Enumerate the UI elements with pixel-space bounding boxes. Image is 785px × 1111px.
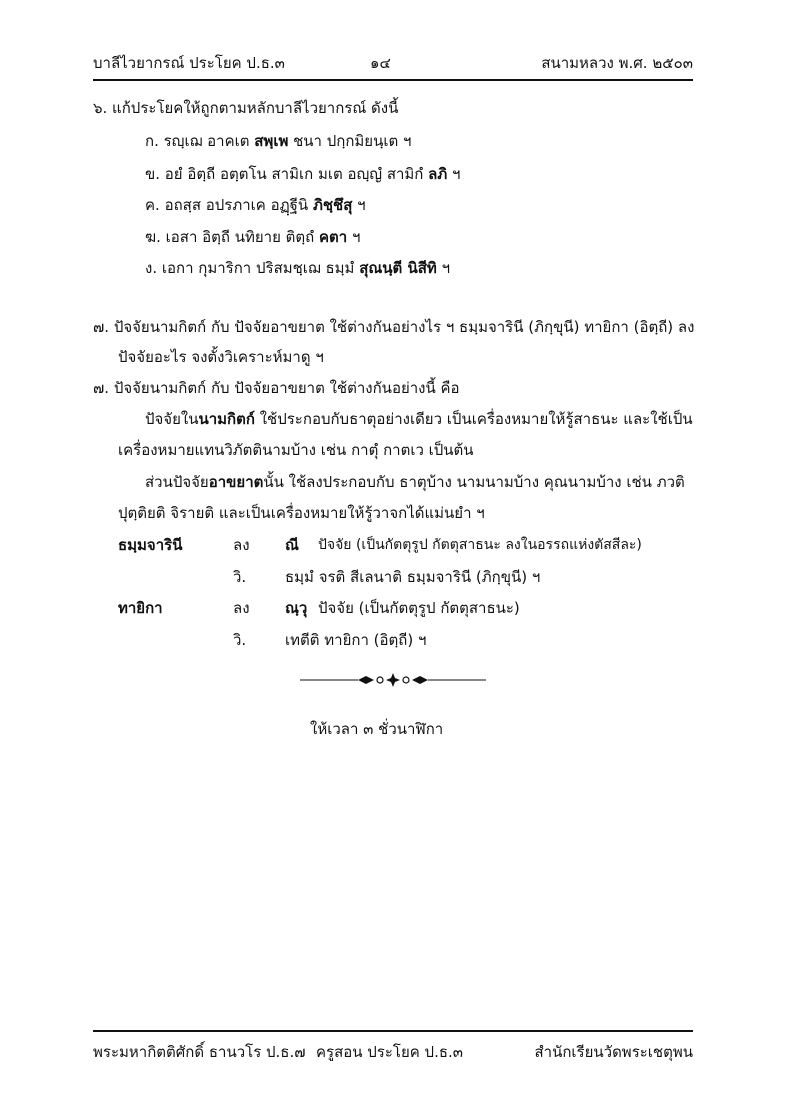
footer-left: พระมหากิตติศักดิ์ ธานวโร ป.ธ.๗ [93, 1043, 306, 1061]
derivation-2-desc: ปัจจัย (เป็นกัตตุรูป กัตตุสาธนะ) [318, 599, 520, 617]
q6-item-3-text: ค. อถสฺส อปรภาเค อฏฺฐีนิ [145, 196, 313, 214]
derivation-2-word: ทายิกา [118, 599, 163, 617]
a7-paragraph-1-line-2: เครื่องหมายแทนวิภัตตินามบ้าง เช่น กาตุํ กาตเว เป็นต้น [118, 441, 474, 459]
q7-line-2: ปัจจัยอะไร จงตั้งวิเคราะห์มาดู ฯ [118, 348, 324, 366]
derivation-2-analysis: เทตีติ ทายิกา (อิตฺถี) ฯ [285, 631, 427, 649]
derivation-2-vi: วิ. [233, 631, 247, 649]
a7-paragraph-2-line-2: ปุตฺติยติ จิรายติ และเป็นเครื่องหมายให้รู้วาจกได้แม่นยำ ฯ [118, 504, 485, 522]
q6-item-4-bold: คตา [319, 228, 348, 246]
q6-item-5 [145, 261, 450, 276]
footer-rule [93, 1030, 693, 1032]
header-rule [93, 79, 693, 81]
q6-item-1-text: ก. รญฺเฌ อาคเต [145, 132, 255, 150]
a7-title: ๗. ปัจจัยนามกิตก์ กับ ปัจจัยอาขยาต ใช้ต่างกันอย่างนี้ คือ [93, 379, 460, 397]
a7-paragraph-2 [145, 475, 685, 490]
q6-item-3-bold: ภิชฺชึสุ [312, 196, 353, 214]
q6-title: ๖. แก้ประโยคให้ถูกตามหลักบาลีไวยากรณ์ ดังนี้ [93, 99, 399, 117]
derivation-2-la: ลง [233, 599, 250, 617]
a7-p1-rest: ใช้ประกอบกับธาตุอย่างเดียว เป็นเครื่องหมายให้รู้สาธนะ และใช้เป็น [254, 410, 693, 428]
a7-p1-text: ปัจจัยใน [145, 410, 199, 428]
footer-right: สำนักเรียนวัดพระเชตุพน [534, 1043, 693, 1061]
q6-item-3 [145, 198, 366, 213]
q6-item-4-end: ฯ [347, 228, 361, 246]
footer-center: ครูสอน ประโยค ป.ธ.๓ [316, 1043, 464, 1061]
q6-item-5-end: ฯ [436, 259, 451, 277]
q6-item-3-end: ฯ [352, 196, 366, 214]
a7-p2-rest: นั้น ใช้ลงประกอบกับ ธาตุบ้าง นามนามบ้าง คุณนามบ้าง เช่น ภวติ [263, 473, 685, 491]
q7-line-1: ๗. ปัจจัยนามกิตก์ กับ ปัจจัยอาขยาต ใช้ต่างกันอย่างไร ฯ ธมฺมจารินี (ภิกฺขุนี) ทายิกา (อิตฺถี) ลง [93, 318, 695, 336]
derivation-2-suffix: ณฺวุ [285, 599, 308, 617]
q6-item-2-end: ฯ [447, 165, 461, 183]
a7-p2-text: ส่วนปัจจัย [145, 473, 209, 491]
a7-p1-bold: นามกิตก์ [198, 410, 255, 428]
derivation-1-desc: ปัจจัย (เป็นกัตตุรูป กัตตุสาธนะ ลงในอรรถแห่งตัสสีละ) [318, 537, 642, 553]
a7-paragraph-1 [145, 412, 693, 427]
derivation-1-suffix: ณี [285, 536, 299, 554]
q6-item-2-text: ข. อยํ อิตฺถี อตฺตโน สามิเก มเต อญฺญํ สามิกํ [145, 165, 429, 183]
q6-item-4 [145, 230, 360, 245]
q6-item-4-text: ฆ. เอสา อิตฺถี นทิยาย ติตฺถํ [145, 228, 319, 246]
derivation-1-analysis: ธมฺมํ จรติ สีเลนาติ ธมฺมจารินี (ภิกฺขุนี) ฯ [285, 568, 541, 586]
derivation-1-vi: วิ. [233, 568, 247, 586]
header-page-number: ๑๔ [370, 54, 391, 72]
header-right: สนามหลวง พ.ศ. ๒๕๐๓ [541, 54, 693, 72]
q6-item-5-bold: สุณนฺตี นิสีทิ [359, 259, 437, 277]
derivation-1-la: ลง [233, 536, 250, 554]
derivation-1-word: ธมฺมจารินี [118, 536, 183, 554]
q6-item-2-bold: ลภิ [428, 165, 448, 183]
time-note: ให้เวลา ๓ ชั่วนาฬิกา [310, 720, 444, 738]
q6-item-1-end: ชนา ปกฺกมิยนฺเต ฯ [288, 132, 412, 150]
q6-item-1-bold: สพฺเพ [254, 132, 289, 150]
q6-item-2 [145, 167, 460, 182]
header-left: บาลีไวยากรณ์ ประโยค ป.ธ.๓ [93, 54, 285, 72]
ornament-divider [300, 670, 486, 690]
q6-item-1 [145, 134, 411, 149]
q6-item-5-text: ง. เอกา กุมาริกา ปริสมชฺเฌ ธมฺมํ [145, 259, 360, 277]
a7-p2-bold: อาขยาต [208, 473, 264, 491]
